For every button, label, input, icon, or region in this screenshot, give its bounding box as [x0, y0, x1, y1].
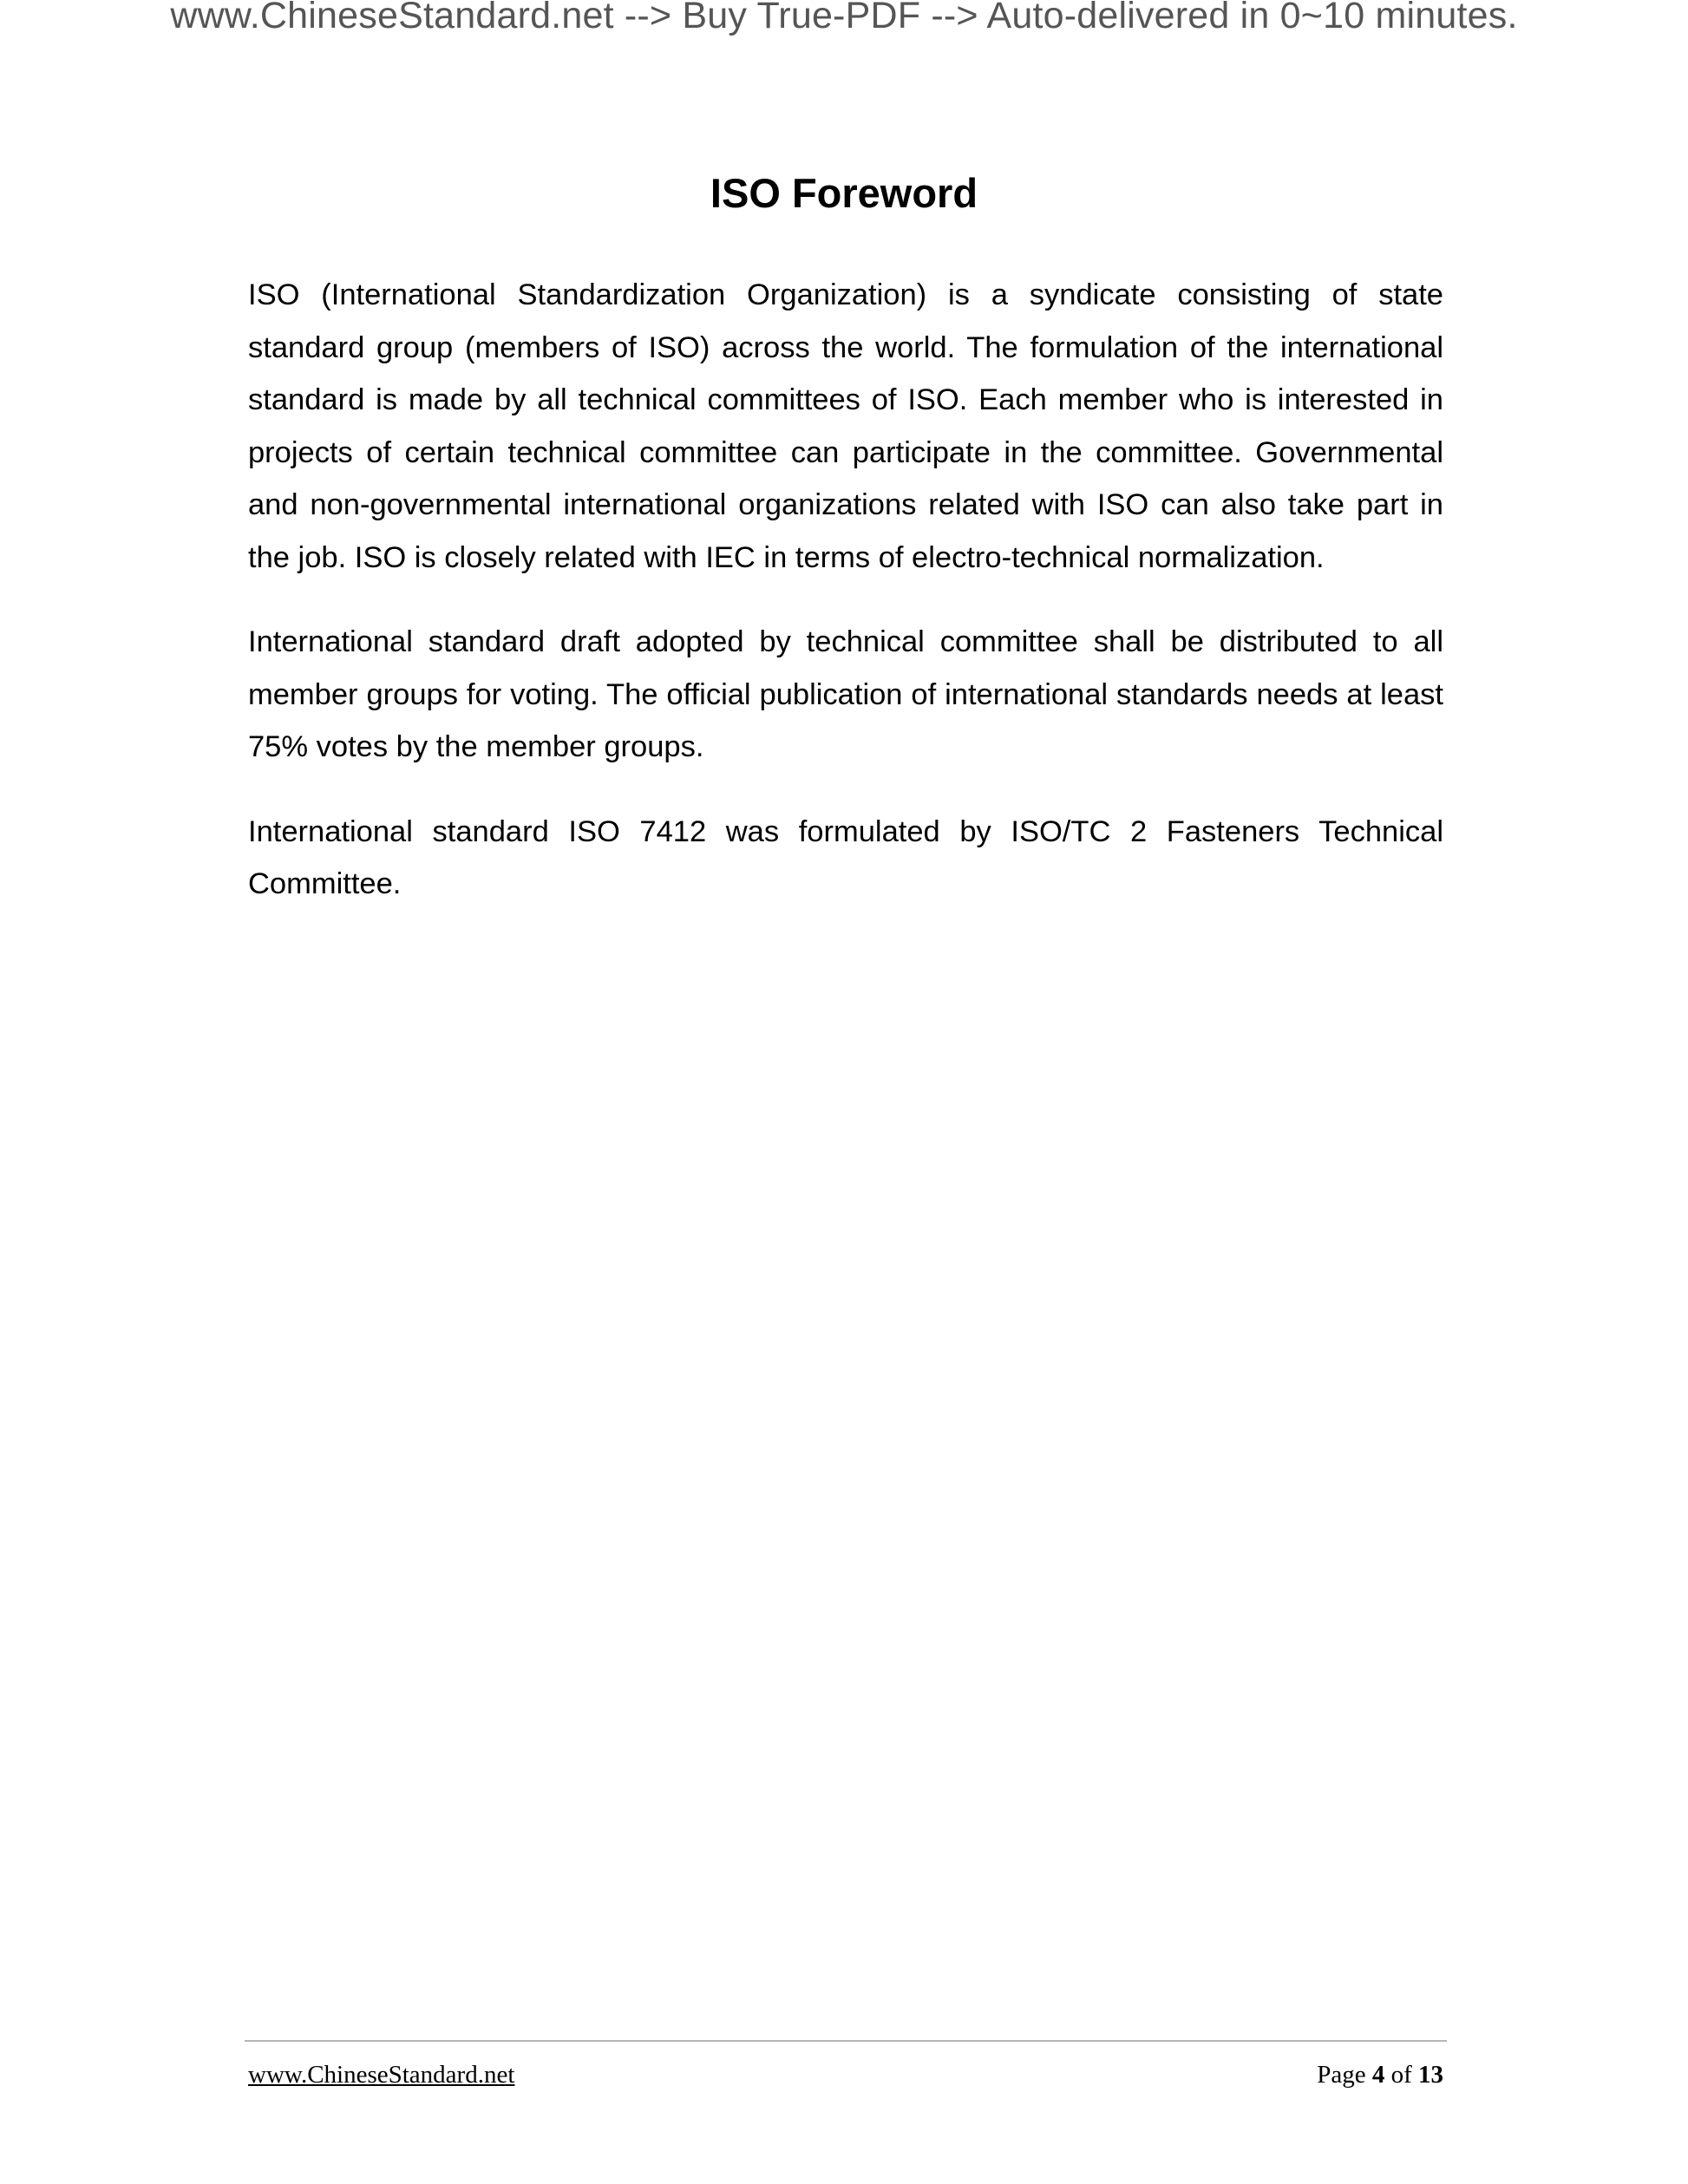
paragraph-voting: International standard draft adopted by technical committee shall be distributed to all member groups for voting. The official publication of international standards needs at least 75% votes by the member groups.: [248, 625, 1443, 763]
document-body: [248, 269, 1443, 943]
page-of: of: [1384, 2061, 1418, 2089]
paragraph-formulation: International standard ISO 7412 was formulated by ISO/TC 2 Fasteners Technical Committee.: [248, 814, 1443, 900]
page-prefix: Page: [1317, 2061, 1372, 2089]
page-title: ISO Foreword: [710, 170, 978, 216]
page-total: 13: [1418, 2061, 1443, 2089]
page-number: [1317, 2061, 1443, 2089]
top-banner[interactable]: www.ChineseStandard.net --> Buy True-PDF --> Auto-delivered in 0~10 minutes.: [170, 0, 1518, 36]
paragraph-iso-description: ISO (International Standardization Organization) is a syndicate consisting of state standard group (members of ISO) across the world. The formulation of the international standard is made by all technical committees of ISO. Each member who is interested in projects of certain technical committee can participate in the committee. Governmental and non-governmental international organizations related with ISO can also take part in the job. ISO is closely related with IEC in terms of electro-technical normalization.: [248, 278, 1443, 574]
footer-website-link[interactable]: www.ChineseStandard.net: [248, 2061, 515, 2089]
page-current: 4: [1371, 2061, 1385, 2089]
footer-divider: [245, 2040, 1447, 2042]
